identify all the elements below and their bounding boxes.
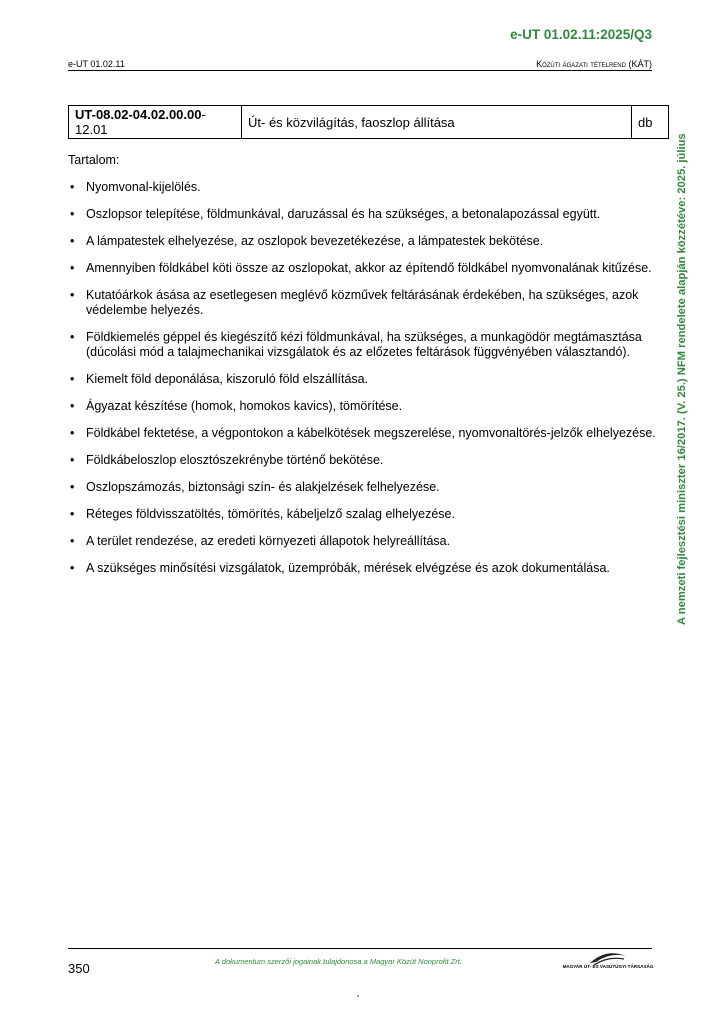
item-description-cell: Út- és közvilágítás, faoszlop állítása bbox=[242, 106, 632, 139]
bullet-icon: • bbox=[70, 330, 75, 344]
list-item bbox=[68, 399, 658, 414]
logo-text: MAGYAR ÚT- ÉS VASÚTÜGYI TÁRSASÁG bbox=[562, 964, 654, 969]
item-code-cell bbox=[69, 106, 242, 139]
bullet-icon: • bbox=[70, 480, 75, 494]
bullet-icon: • bbox=[70, 207, 75, 221]
list-item-text: Földkiemelés géppel és kiegészítő kézi földmunkával, ha szükséges, a munkagödör megtámasztása (dúcolási mód a talajmechanikai vizsgálatok és az előzetes feltárások függvényében választandó). bbox=[86, 330, 642, 359]
bullet-icon: • bbox=[70, 288, 75, 302]
item-unit-cell: db bbox=[632, 106, 669, 139]
bullet-icon: • bbox=[70, 261, 75, 275]
bullet-icon: • bbox=[70, 180, 75, 194]
list-item bbox=[68, 453, 658, 468]
list-item-text: A terület rendezése, az eredeti környezeti állapotok helyreállítása. bbox=[86, 534, 451, 548]
list-item bbox=[68, 234, 658, 249]
list-item-text: Kutatóárkok ásása az esetlegesen meglévő közművek feltárásának érdekében, ha szükséges, azok védelembe helyezés. bbox=[86, 288, 639, 317]
bullet-icon: • bbox=[70, 534, 75, 548]
company-logo bbox=[560, 950, 656, 972]
bullet-icon: • bbox=[70, 426, 75, 440]
bullet-icon: • bbox=[70, 372, 75, 386]
item-table bbox=[68, 105, 669, 139]
header-divider bbox=[68, 70, 652, 71]
list-item bbox=[68, 561, 658, 576]
bullet-icon: • bbox=[70, 234, 75, 248]
list-item bbox=[68, 372, 658, 387]
list-item-text: Amennyiben földkábel köti össze az oszlopokat, akkor az építendő földkábel nyomvonalának kitűzése. bbox=[86, 261, 652, 275]
list-item-text: Kiemelt föld deponálása, kiszoruló föld elszállítása. bbox=[86, 372, 369, 386]
list-item-text: A szükséges minősítési vizsgálatok, üzempróbák, mérések elvégzése és azok dokumentálása. bbox=[86, 561, 610, 575]
list-item bbox=[68, 261, 658, 276]
header-right-abbr: (KÁT) bbox=[628, 59, 652, 69]
list-item-text: Földkábel fektetése, a végpontokon a kábelkötések megszerelése, nyomvonaltörés-jelzők elhelyezése. bbox=[86, 426, 656, 440]
bullet-icon: • bbox=[70, 507, 75, 521]
list-item bbox=[68, 207, 658, 222]
bullet-icon: • bbox=[70, 561, 75, 575]
list-item-text: Oszlopsor telepítése, földmunkával, daruzással és ha szükséges, a betonalapozással együtt. bbox=[86, 207, 601, 221]
list-item-text: Nyomvonal-kijelölés. bbox=[86, 180, 201, 194]
header-right-title-text: Közúti ágazati tételrend bbox=[536, 59, 626, 69]
content-section bbox=[68, 153, 658, 588]
publication-note-vertical: A nemzeti fejlesztési miniszter 16/2017. (V. 25.) NFM rendelete alapján közzétéve: 2025. július bbox=[676, 133, 688, 625]
header-left-code: e-UT 01.02.11 bbox=[68, 59, 125, 69]
list-item bbox=[68, 330, 658, 360]
footer-dot bbox=[357, 995, 359, 997]
bullet-icon: • bbox=[70, 399, 75, 413]
list-item-text: Réteges földvisszatöltés, tömörítés, kábeljelző szalag elhelyezése. bbox=[86, 507, 455, 521]
list-item bbox=[68, 288, 658, 318]
list-item bbox=[68, 480, 658, 495]
content-heading: Tartalom: bbox=[68, 153, 120, 167]
item-code-main: UT-08.02-04.02.00.00 bbox=[75, 107, 202, 122]
item-code-suffix: -12.01 bbox=[75, 107, 206, 137]
bullet-icon: • bbox=[70, 453, 75, 467]
list-item bbox=[68, 534, 658, 549]
header-right-title bbox=[536, 59, 652, 69]
copyright-note: A dokumentum szerzői jogainak tulajdonosa a Magyar Közút Nonprofit Zrt. bbox=[215, 957, 462, 966]
page-number: 350 bbox=[68, 961, 90, 976]
list-item bbox=[68, 507, 658, 522]
list-item bbox=[68, 180, 658, 195]
list-item-text: A lámpatestek elhelyezése, az oszlopok bevezetékezése, a lámpatestek bekötése. bbox=[86, 234, 544, 248]
list-item bbox=[68, 426, 658, 441]
content-list bbox=[68, 180, 658, 576]
document-code: e-UT 01.02.11:2025/Q3 bbox=[510, 27, 652, 42]
item-row bbox=[69, 106, 669, 139]
list-item-text: Földkábeloszlop elosztószekrénybe történő bekötése. bbox=[86, 453, 384, 467]
list-item-text: Ágyazat készítése (homok, homokos kavics), tömörítése. bbox=[86, 399, 403, 413]
footer-divider bbox=[68, 948, 652, 949]
list-item-text: Oszlopszámozás, biztonsági szín- és alakjelzések felhelyezése. bbox=[86, 480, 440, 494]
